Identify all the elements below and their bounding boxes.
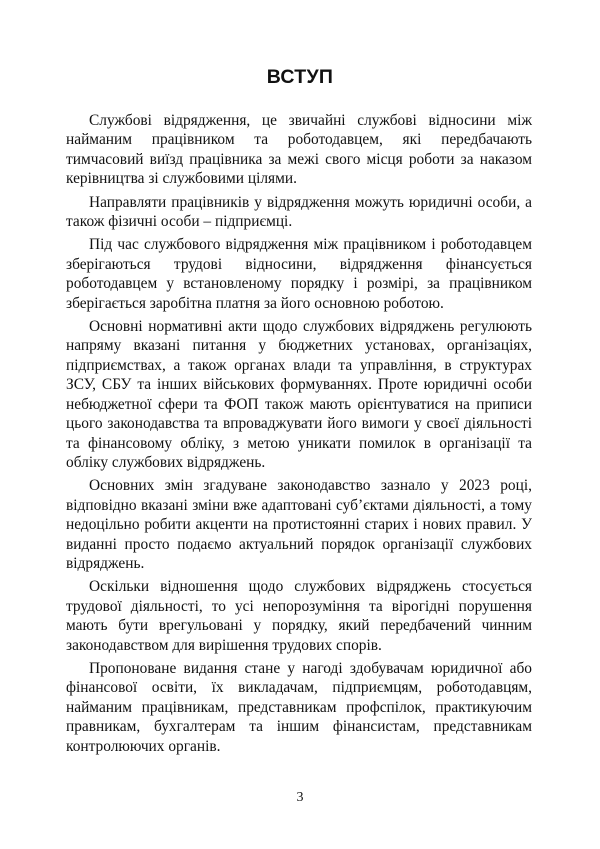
body-text (66, 111, 532, 760)
paragraph-1: Службові відрядження, це звичайні службові відносини між найманим працівником та роботодавцем, які передбачають тимчасовий виїзд працівника за межі свого місця роботи за наказом керівництва зі службовими цілями. (66, 112, 532, 188)
paragraph-6: Оскільки відношення щодо службових відряджень стосується трудової діяльності, то усі непорозуміння та вірогідні порушення мають бути врегульовані у порядку, який передбачений чинним законодавством для вирішення трудових спорів. (66, 578, 532, 654)
paragraph-3: Під час службового відрядження між працівником і роботодавцем зберігаються трудові відносини, відрядження фінансується роботодавцем у встановленому порядку і розмірі, за працівником зберігається заробітна платня за його основною роботою. (66, 236, 532, 312)
paragraph-7: Пропоноване видання стане у нагоді здобувачам юридичної або фінансової освіти, їх викладачам, підприємцям, роботодавцям, найманим працівникам, представникам профспілок, практикуючим правникам, бухгалтерам та іншим фінансистам, представникам контролюючих органів. (66, 659, 532, 755)
page-title: ВСТУП (266, 66, 334, 88)
paragraph-2: Направляти працівників у відрядження можуть юридичні особи, а також фізичні особи – підприємці. (66, 193, 532, 231)
page-number: 3 (296, 790, 304, 805)
paragraph-4: Основні нормативні акти щодо службових відряджень регулюють напряму вказані питання у бюджетних установах, організаціях, підприємствах, а також органах влади та управління, в структурах ЗСУ, СБУ та інших військових формуваннях. Проте юридичні особи небюджетної сфери та ФОП також мають орієнтуватися на приписи цього законодавства та впроваджувати його вимоги у своєї діяльності та фінансовому обліку, з метою уникати помилок в організації та обліку службових відряджень. (66, 318, 532, 471)
paragraph-5: Основних змін згадуване законодавство зазнало у 2023 році, відповідно вказані зміни вже адаптовані суб’єктами діяльності, а тому недоцільно робити акценти на протистоянні старих і нових правил. У виданні просто подаємо актуальний порядок організації службових відряджень. (66, 477, 532, 572)
